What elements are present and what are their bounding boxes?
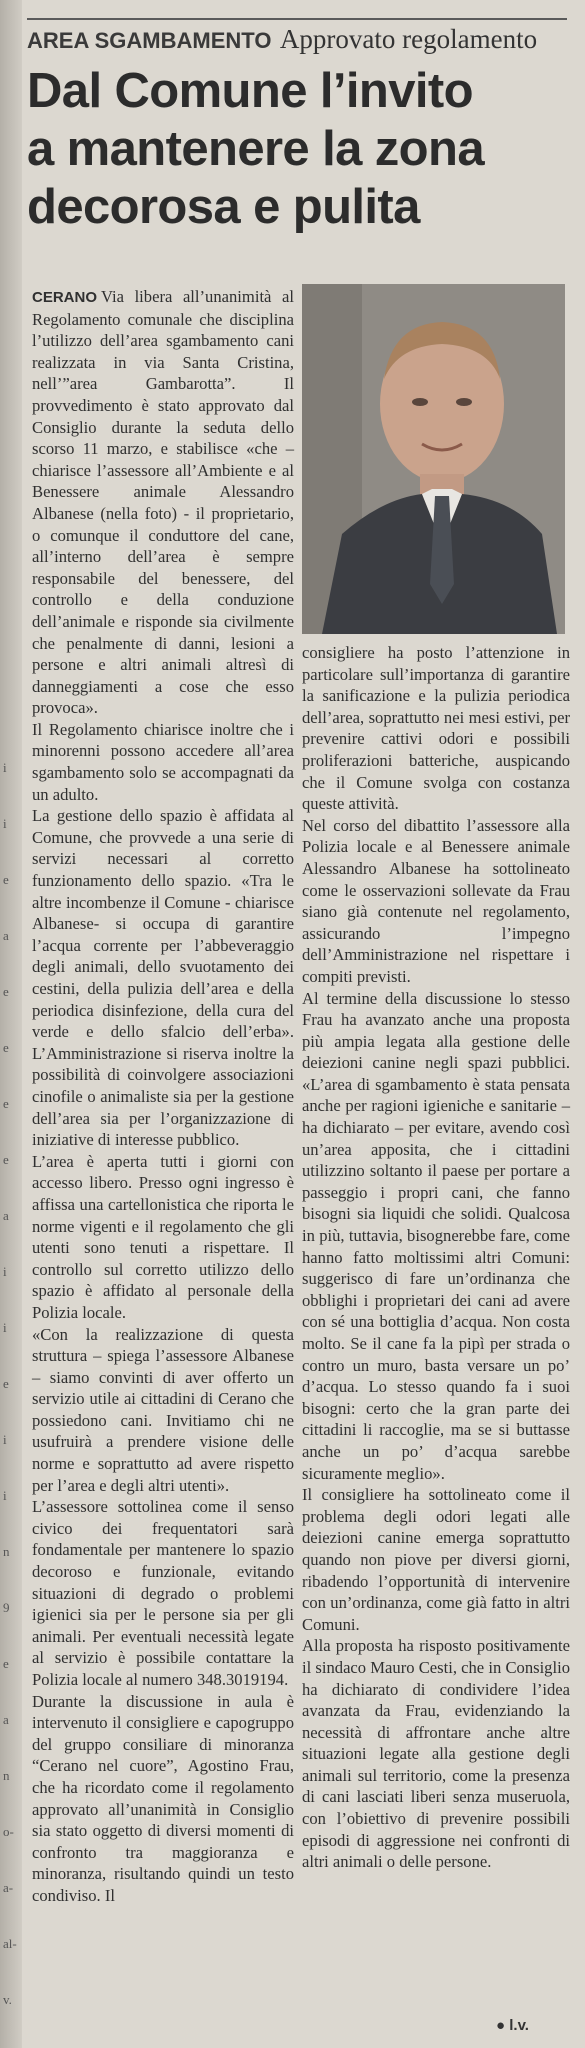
article-paragraph [32,719,294,805]
gutter-letter: o- [3,1824,14,1839]
section-tag: AREA SGAMBAMENTO [27,28,272,53]
paragraph-text: L’area è aperta tutti i giorni con accesso libero. Presso ogni ingresso è affissa una cartellonistica che riporta le norme vigenti e il regolamento che gli utenti sono tenuti a rispettare. Il controllo sul corretto utilizzo dello spazio è affidato al personale della Polizia locale. [32,1151,294,1322]
paragraph-text: Alla proposta ha risposto positivamente il sindaco Mauro Cesti, che in Consiglio ha dichiarato di condividere l’idea avanzata da Frau, evidenziando la necessità di affrontare anche altre situazioni legate alla gestione degli animali sul territorio, come la presenza di cani lasciati liberi senza museruola, con l’obiettivo di prevenire possibili episodi di aggressione nei confronti di altri animali o delle persone. [302,1636,570,1872]
paragraph-text: Durante la discussione in aula è intervenuto il consigliere e capogruppo del gruppo consiliare di minoranza “Cerano nel cuore”, Agostino Frau, che ha ricordato come il regolamento approvato all’unanimità in Consiglio sia stato oggetto di diversi momenti di confronto tra maggioranza e minoranza, risultando quindi un testo condiviso. Il [32,1691,294,1905]
gutter-letter: e [3,984,9,999]
article-paragraph [302,815,570,988]
headline-line: decorosa e pulita [27,180,420,234]
gutter-letter: a [3,1208,9,1223]
paragraph-text: Al termine della discussione lo stesso Frau ha avanzato anche una proposta più ampia legata alla gestione delle deiezioni canine negli spazi pubblici. «L’area di sgambamento è stata pensata anche per ragioni igieniche e sanitarie – ha dichiarato – per evitare, avendo così un’area apposita, che i cittadini utilizzino soltanto il paese per portare a passeggio i propri cani, che fanno bisogni sia liquidi che solidi. Qualcosa in più, tuttavia, bisognerebbe fare, come hanno fatto moltissimi altri Comuni: suggerisco di fare un’ordinanza che obblighi i proprietari dei cani ad avere con sé una bottiglia d’acqua. Non costa molto. Se il cane fa la pipì per strada o contro un muro, basta versare un po’ d’acqua. Lo stesso quando fa i suoi bisogni: certo che la gran parte dei cittadini li raccoglie, ma se si buttasse anche un po’ d’acqua sarebbe sicuramente meglio». [302,988,570,1483]
gutter-letter: e [3,1376,9,1391]
article-paragraph [302,1635,570,1873]
article-paragraph [302,1484,570,1635]
gutter-letter: e [3,1096,9,1111]
headline-line: Dal Comune l’invito [27,64,473,118]
paragraph-text: Via libera all’unanimità al Regolamento comunale che disciplina l’utilizzo dell’area sgambamento cani realizzata in via Santa Cristina, nell’”area Gambarotta”. Il provvedimento è stato approvato dal Consiglio durante la seduta dello scorso 11 marzo, e stabilisce «che – chiarisce l’assessore all’Ambiente e al Benessere animale Alessandro Albanese (nella foto) - il proprietario, o comunque il conduttore del cane, all’interno dell’area è sempre responsabile del benessere, del controllo e della conduzione dell’animale e risponde sia civilmente che penalmente di danni, lesioni a persone e altri animali altresì di danneggiamenti a cose che esso provoca». [32,287,294,718]
gutter-letter: i [3,1488,7,1503]
gutter-letter: i [3,816,7,831]
gutter-letter: n [3,1544,10,1559]
gutter-letter: i [3,1320,7,1335]
paragraph-text: L’assessore sottolinea come il senso civico dei frequentatori sarà fondamentale per mantenere lo spazio decoroso e funzionale, evitando situazioni di degrado o problemi igienici sia per le persone sia per gli animali. Per eventuali necessità legate al servizio è possibile contattare la Polizia locale al numero 348.3019194. [32,1497,294,1689]
article-paragraph [32,1496,294,1690]
article-paragraph [32,1691,294,1907]
paragraph-text: La gestione dello spazio è affidata al Comune, che provvede a una serie di servizi necessari al corretto funzionamento dello spazio. «Tra le altre incombenze il Comune - chiarisce Albanese- si occupa di garantire l’acqua corrente per l’abbeveraggio degli animali, dello svuotamento dei cestini, della pulizia dell’area e della periodica disinfezione, della cura del verde e dello sfalcio dell’erba». L’Amministrazione si riserva inoltre la possibilità di coinvolgere associazioni cinofile o animaliste sia per la gestione dell’area sia per l’organizzazione di iniziative di interesse pubblico. [32,806,294,1150]
dateline: CERANO [32,289,98,306]
kicker [27,18,567,55]
headline [27,62,567,236]
article-paragraph [32,286,294,719]
headline-line: a mantenere la zona [27,122,484,176]
gutter-letter: i [3,1432,7,1447]
gutter-letter: i [3,760,7,775]
paragraph-text: consigliere ha posto l’attenzione in particolare sull’importanza di garantire la sanificazione e la pulizia periodica dell’area, soprattutto nei mesi estivi, per prevenire cattivi odori e possibili proliferazioni batteriche, auspicando che il Comune svolga con costanza queste attività. [302,643,570,814]
gutter-letter: 9 [3,1600,10,1615]
article-paragraph [32,1151,294,1324]
gutter-letter: i [3,1264,7,1279]
author-signature: ● l.v. [496,2017,529,2034]
gutter-letter: e [3,1152,9,1167]
gutter-letter: al- [3,1936,17,1951]
gutter-letter: n [3,1768,10,1783]
paragraph-text: Il consigliere ha sottolineato come il problema degli odori legati alle deiezioni canine emerga soprattutto quando non piove per diversi giorni, ribadendo l’opportunità di intervenire con un’ordinanza, come già fatto in altri Comuni. [302,1485,570,1634]
gutter-letter: e [3,1040,9,1055]
article-paragraph [32,1324,294,1497]
section-subtitle: Approvato regolamento [279,24,538,54]
paragraph-text: Il Regolamento chiarisce inoltre che i minorenni possono accedere all’area sgambamento solo se accompagnati da un adulto. [32,719,294,804]
gutter-letter: a [3,928,9,943]
article-paragraph [302,642,570,815]
photo-alessandro-albanese [302,284,565,634]
gutter-letter: e [3,872,9,887]
gutter-letter: v. [3,1992,12,2007]
article-paragraph [32,805,294,1151]
portrait-image [302,284,565,634]
paragraph-text: «Con la realizzazione di questa struttura – spiega l’assessore Albanese – siamo convinti di aver offerto un servizio utile ai cittadini di Cerano che possiedono cani. Invitiamo chi ne usufruirà a prendere visione delle norme e soprattutto ad avere rispetto per l’area e degli altri utenti». [32,1324,294,1495]
article-paragraph [302,988,570,1485]
gutter-letter: e [3,1656,9,1671]
article-column-right [302,642,570,1873]
article-column-left [32,286,294,1907]
page-gutter [0,0,22,2048]
gutter-letter: a [3,1712,9,1727]
gutter-letter: a- [3,1880,14,1895]
paragraph-text: Nel corso del dibattito l’assessore alla Polizia locale e al Benessere animale Alessandro Albanese ha sottolineato come le osservazioni sollevate da Frau siano già contenute nel regolamento, assicurando l’impegno dell’Amministrazione nel rispettare i compiti previsti. [302,815,570,986]
